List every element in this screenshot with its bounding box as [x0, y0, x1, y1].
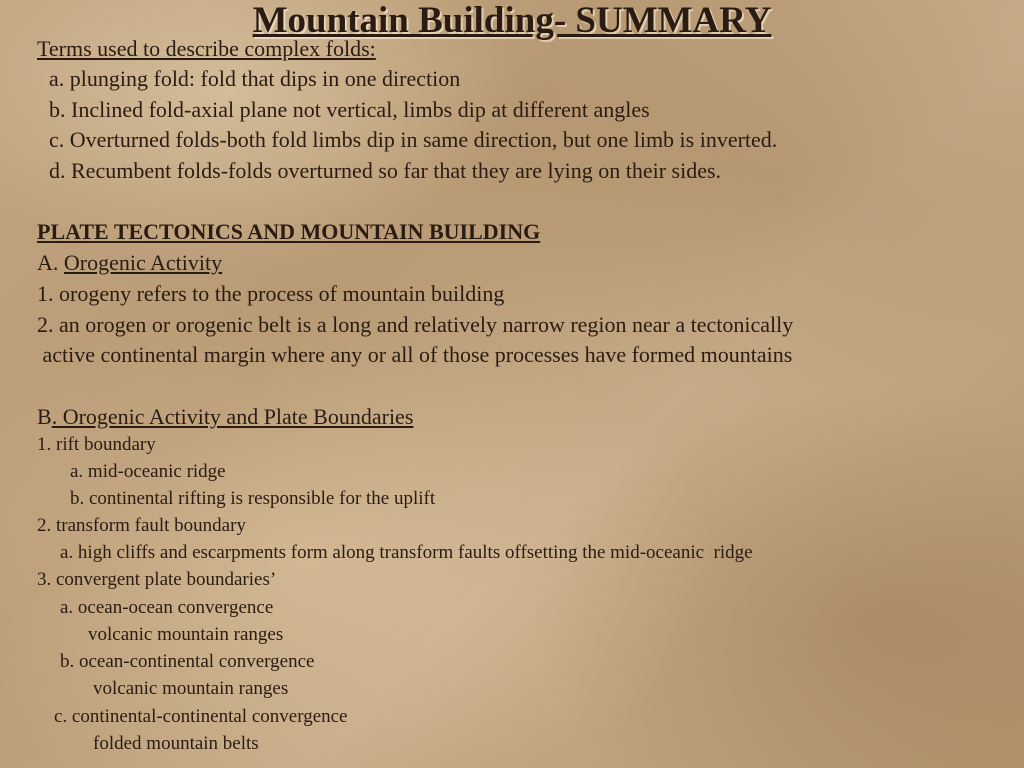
slide-title: Mountain Building- SUMMARY: [252, 0, 772, 41]
ocean-ocean-convergence: a. ocean-ocean convergence: [60, 597, 274, 618]
continental-continental-convergence: c. continental-continental convergence: [54, 706, 348, 727]
orogen-definition-line1: 2. an orogen or orogenic belt is a long and relatively narrow region near a tectonically: [37, 312, 794, 337]
fold-term-a: a. plunging fold: fold that dips in one direction: [49, 66, 461, 91]
folds-heading: Terms used to describe complex folds:: [37, 36, 376, 61]
rift-mid-oceanic-ridge: a. mid-oceanic ridge: [70, 461, 226, 482]
section-a-title: Orogenic Activity: [63, 250, 223, 275]
ocean-ocean-result: volcanic mountain ranges: [88, 624, 284, 645]
rift-boundary: 1. rift boundary: [37, 434, 156, 455]
ocean-continental-convergence: b. ocean-continental convergence: [60, 651, 315, 672]
transform-cliffs: a. high cliffs and escarpments form along transform faults offsetting the mid-oceanic ridge: [60, 542, 753, 563]
orogeny-definition: 1. orogeny refers to the process of mountain building: [37, 281, 505, 306]
fold-term-b: b. Inclined fold-axial plane not vertical, limbs dip at different angles: [49, 97, 650, 122]
convergent-boundaries: 3. convergent plate boundaries’: [37, 569, 277, 590]
continental-continental-result: folded mountain belts: [93, 733, 259, 754]
ocean-continental-result: volcanic mountain ranges: [93, 678, 289, 699]
orogen-definition-line2: active continental margin where any or all of those processes have formed mountains: [37, 342, 793, 367]
plate-tectonics-heading: PLATE TECTONICS AND MOUNTAIN BUILDING: [37, 219, 541, 244]
fold-term-c: c. Overturned folds-both fold limbs dip in same direction, but one limb is inverted.: [49, 127, 778, 152]
fold-term-d: d. Recumbent folds-folds overturned so far that they are lying on their sides.: [49, 158, 722, 183]
section-b-prefix: B: [37, 404, 52, 429]
transform-fault-boundary: 2. transform fault boundary: [37, 515, 246, 536]
rift-continental-rifting: b. continental rifting is responsible for the uplift: [70, 488, 436, 509]
section-b-title: . Orogenic Activity and Plate Boundaries: [51, 404, 414, 429]
section-a-prefix: A.: [37, 250, 64, 275]
section-a-heading: [37, 250, 222, 276]
section-b-heading: [37, 404, 413, 430]
